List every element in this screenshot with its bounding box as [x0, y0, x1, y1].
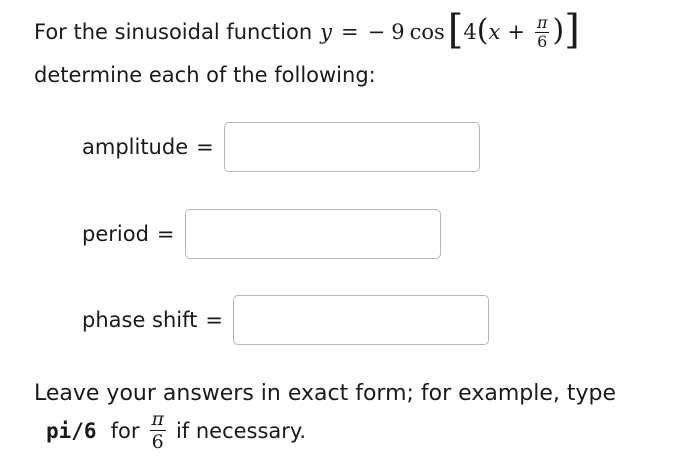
eq-b-coef: 4: [463, 20, 477, 44]
phase-shift-equals: =: [205, 308, 223, 332]
question-intro: For the sinusoidal function: [34, 20, 313, 44]
eq-func: cos: [409, 20, 445, 44]
amplitude-row: [82, 122, 480, 172]
phase-shift-row: [82, 295, 489, 345]
period-equals: =: [156, 222, 175, 246]
eq-shift-num: π: [536, 12, 548, 32]
note-for-word: for: [110, 418, 140, 443]
period-label: period: [82, 222, 149, 246]
question-instruction: determine each of the following:: [34, 63, 376, 87]
note-line-1: Leave your answers in exact form; for example, type: [34, 381, 616, 406]
period-row: [82, 209, 441, 259]
eq-sign: −: [367, 20, 386, 44]
note-frac-num: π: [151, 408, 164, 430]
question-line: [34, 7, 580, 53]
eq-close-paren: ): [552, 13, 565, 48]
function-equation: [320, 7, 580, 53]
eq-equals: =: [341, 20, 359, 44]
eq-shift-den: 6: [537, 31, 548, 51]
note-example-code: pi/6: [46, 418, 97, 443]
note-tail: if necessary.: [175, 418, 307, 443]
note-fraction: [149, 408, 166, 453]
phase-shift-label: phase shift: [82, 308, 198, 332]
note-frac-den: 6: [151, 431, 164, 453]
eq-open-paren: (: [476, 13, 489, 48]
eq-lhs: y: [320, 20, 333, 44]
eq-open-bracket: [: [447, 7, 464, 53]
note-line-2: [46, 408, 306, 453]
phase-shift-input[interactable]: [233, 295, 489, 345]
eq-shift-fraction: [535, 14, 550, 51]
amplitude-label: amplitude: [82, 135, 189, 159]
amplitude-input[interactable]: [224, 122, 480, 172]
eq-amplitude-coef: 9: [391, 20, 405, 44]
eq-var: x: [488, 20, 501, 44]
period-input[interactable]: [185, 209, 441, 259]
amplitude-equals: =: [196, 135, 214, 159]
eq-plus: +: [507, 20, 525, 44]
eq-close-bracket: ]: [564, 7, 580, 53]
